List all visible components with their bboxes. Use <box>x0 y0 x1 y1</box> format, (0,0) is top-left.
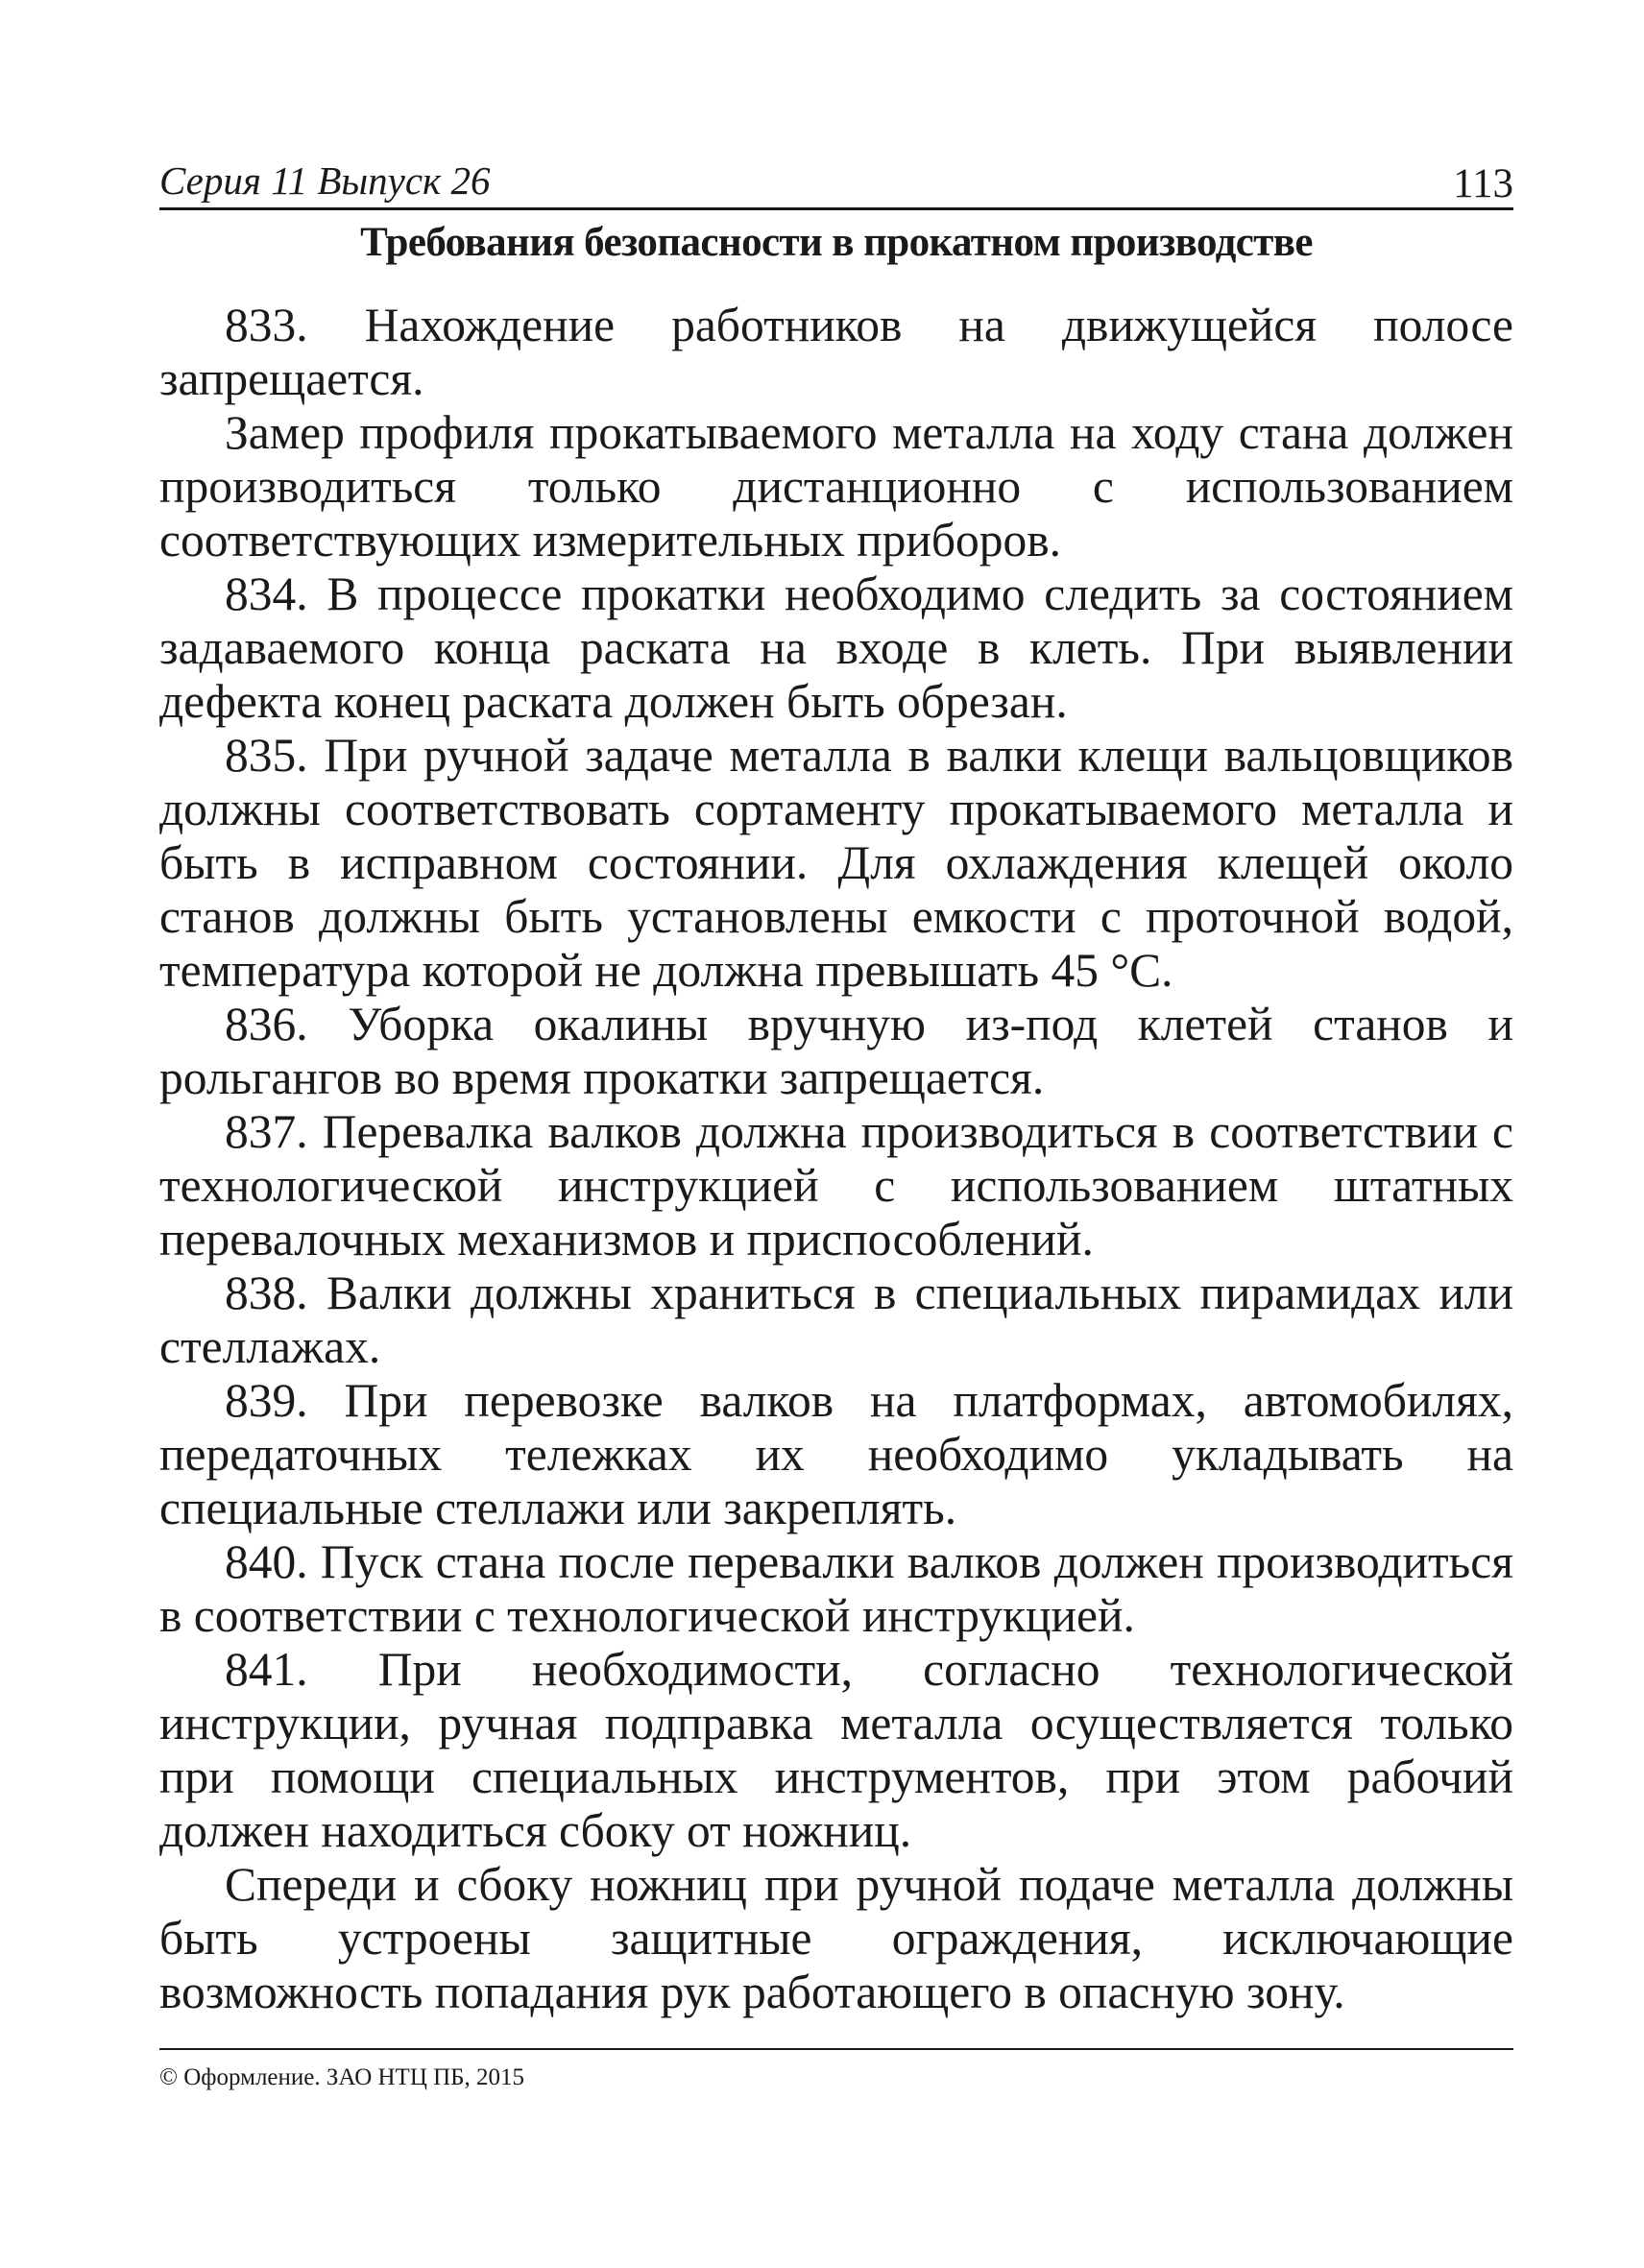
paragraph-840: 840. Пуск стана после перевалки валков должен производиться в соответствии с технологической инструкцией. <box>159 1535 1513 1642</box>
paragraph-837: 837. Перевалка валков должна производиться в соответствии с технологической инструкцией с использованием штатных перевалочных механизмов и приспособлений. <box>159 1105 1513 1266</box>
footer-copyright: © Оформление. ЗАО НТЦ ПБ, 2015 <box>159 2064 525 2090</box>
paragraph-833: 833. Нахождение работников на движущейся полосе запрещается. <box>159 299 1513 405</box>
paragraph-836: 836. Уборка окалины вручную из-под клетей станов и рольгангов во время прокатки запрещается. <box>159 998 1513 1104</box>
footer-divider <box>159 2048 1513 2050</box>
section-title: Требования безопасности в прокатном производстве <box>360 220 1313 265</box>
paragraph-838: 838. Валки должны храниться в специальных пирамидах или стеллажах. <box>159 1267 1513 1373</box>
paragraph-841-cont: Спереди и сбоку ножниц при ручной подаче металла должны быть устроены защитные ограждения, исключающие возможность попадания рук работающего в опасную зону. <box>159 1858 1513 2018</box>
document-body <box>159 299 1513 2019</box>
paragraph-834: 834. В процессе прокатки необходимо следить за состоянием задаваемого конца раската на входе в клеть. При выявлении дефекта конец раската должен быть обрезан. <box>159 567 1513 728</box>
series-issue-label: Серия 11 Выпуск 26 <box>159 158 491 203</box>
paragraph-833-cont: Замер профиля прокатываемого металла на ходу стана должен производиться только дистанционно с использованием соответствующих измерительных приборов. <box>159 406 1513 567</box>
paragraph-839: 839. При перевозке валков на платформах, автомобилях, передаточных тележках их необходимо укладывать на специальные стеллажи или закреплять. <box>159 1374 1513 1534</box>
paragraph-841: 841. При необходимости, согласно технологической инструкции, ручная подправка металла осуществляется только при помощи специальных инструментов, при этом рабочий должен находиться сбоку от ножниц. <box>159 1643 1513 1857</box>
page-number: 113 <box>1453 161 1513 206</box>
paragraph-835: 835. При ручной задаче металла в валки клещи вальцовщиков должны соответствовать сортаменту прокатываемого металла и быть в исправном состоянии. Для охлаждения клещей около станов должны быть установлены емкости с проточной водой, температура которой не должна превышать 45 °С. <box>159 729 1513 997</box>
page-header <box>159 152 1513 210</box>
